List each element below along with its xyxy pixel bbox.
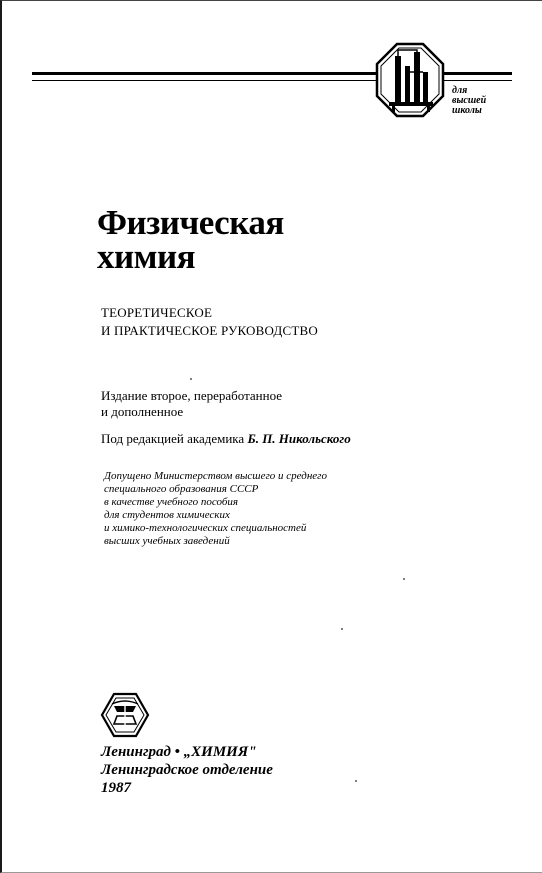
publisher-imprint — [101, 743, 273, 797]
chemical-apparatus-icon — [375, 42, 445, 118]
print-speck — [355, 780, 357, 782]
imprint-year: 1987 — [101, 780, 131, 796]
series-line-2: высшей — [452, 95, 487, 106]
subtitle-line-1: ТЕОРЕТИЧЕСКОЕ — [101, 305, 213, 320]
approval-line-4: для студентов химических — [104, 509, 230, 521]
header-rule-thin — [32, 80, 378, 81]
khimiya-publisher-logo — [100, 692, 150, 738]
print-speck — [341, 628, 343, 630]
book-title-line-2: химия — [97, 237, 196, 276]
approval-note — [104, 470, 327, 548]
subtitle-line-2: И ПРАКТИЧЕСКОЕ РУКОВОДСТВО — [101, 323, 318, 338]
series-line-1: для — [452, 85, 468, 96]
header-rule-right-thick — [438, 72, 512, 75]
print-speck — [403, 578, 405, 580]
series-label — [452, 86, 512, 116]
editor-prefix: Под редакцией академика — [101, 431, 245, 446]
editor-name: Б. П. Никольского — [247, 431, 351, 446]
book-title-line-1: Физическая — [97, 203, 284, 242]
approval-line-3: в качестве учебного пособия — [104, 496, 238, 508]
header-rule-right-thin — [438, 80, 512, 81]
approval-line-6: высших учебных заведений — [104, 535, 230, 547]
header-rule-thick — [32, 72, 378, 75]
approval-line-1: Допущено Министерством высшего и среднего — [104, 470, 327, 482]
approval-line-2: специального образования СССР — [104, 483, 259, 495]
print-speck — [190, 378, 192, 380]
edition-line-1: Издание второе, переработанное — [101, 388, 283, 403]
approval-line-5: и химико-технологических специальностей — [104, 522, 307, 534]
editor-credit — [101, 431, 351, 447]
edition-line-2: и дополненное — [101, 404, 184, 419]
book-subtitle — [101, 304, 318, 340]
imprint-branch: Ленинградское отделение — [101, 762, 273, 778]
series-line-3: школы — [452, 105, 482, 116]
imprint-city-publisher: Ленинград • „ХИМИЯ" — [101, 744, 257, 760]
edition-note — [101, 388, 282, 420]
book-title — [97, 203, 284, 276]
